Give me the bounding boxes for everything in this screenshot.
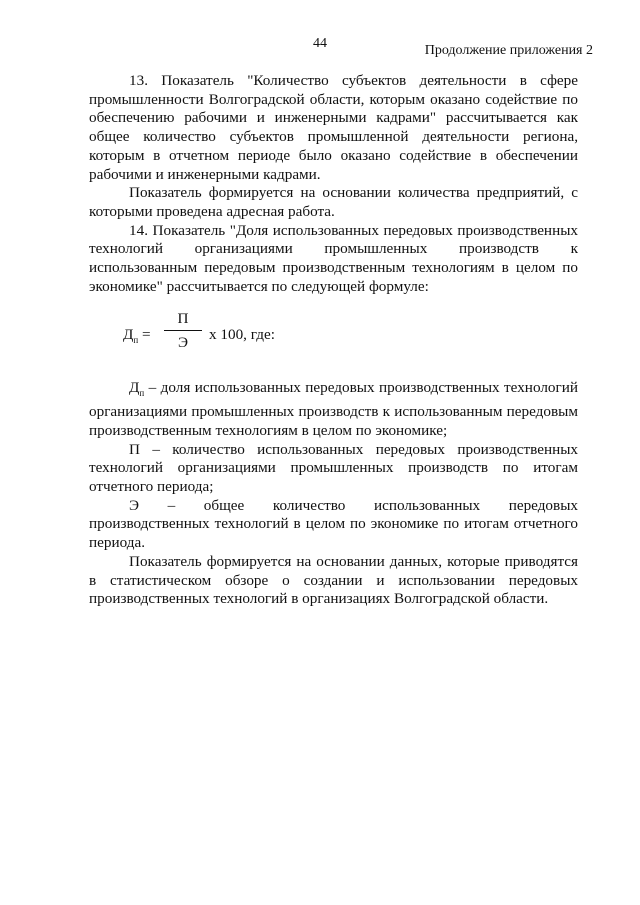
formula-fraction bbox=[164, 310, 202, 352]
formula-denominator: Э bbox=[177, 334, 189, 352]
indicator-13-basis-paragraph: Показатель формируется на основании количества предприятий, с которыми проведена адресная работа. bbox=[89, 184, 578, 220]
formula-lhs bbox=[123, 326, 151, 350]
indicator-14-paragraph: 14. Показатель "Доля использованных передовых производственных технологий организациями промышленных производств к использованным передовым производственным технологиям в целом по экономике" рассчитывается по следующей формуле: bbox=[89, 221, 578, 295]
definition-p: П – количество использованных передовых производственных технологий организациями промышленных производств по итогам отчетного периода; bbox=[89, 440, 578, 495]
document-body bbox=[89, 72, 578, 609]
indicator-13-paragraph: 13. Показатель "Количество субъектов деятельности в сфере промышленности Волгоградской области, которым оказано содействие по обеспечению рабочими и инженерными кадрами" рассчитывается как общее количество субъектов промышленной деятельности региона, которым в отчетном периоде было оказано содействие в обеспечении рабочими и инженерными кадрами. bbox=[89, 72, 578, 183]
indicator-14-basis-paragraph: Показатель формируется на основании данных, которые приводятся в статистическом обзоре о создании и использовании передовых производственных технологий в организациях Волгоградской области. bbox=[89, 552, 578, 608]
formula-subscript: п bbox=[133, 335, 139, 346]
formula-equals: = bbox=[142, 326, 151, 344]
definition-d-text: – доля использованных передовых производственных технологий организациями промышленных производств к использованным передовым производственным технологиям в целом по экономике; bbox=[89, 379, 578, 439]
definition-d-symbol: Д bbox=[129, 379, 140, 397]
formula bbox=[89, 310, 578, 366]
appendix-continuation-label: Продолжение приложения 2 bbox=[424, 43, 593, 58]
definition-e: Э – общее количество использованных передовых производственных технологий в целом по экономике по итогам отчетного периода. bbox=[89, 496, 578, 552]
page-number: 44 bbox=[313, 36, 327, 51]
formula-numerator: П bbox=[177, 310, 189, 328]
definition-d-subscript: п bbox=[139, 388, 145, 399]
formula-symbol: Д bbox=[123, 326, 134, 344]
definition-d bbox=[89, 379, 578, 440]
formula-rhs: х 100, где: bbox=[209, 326, 275, 344]
fraction-bar bbox=[164, 330, 202, 331]
